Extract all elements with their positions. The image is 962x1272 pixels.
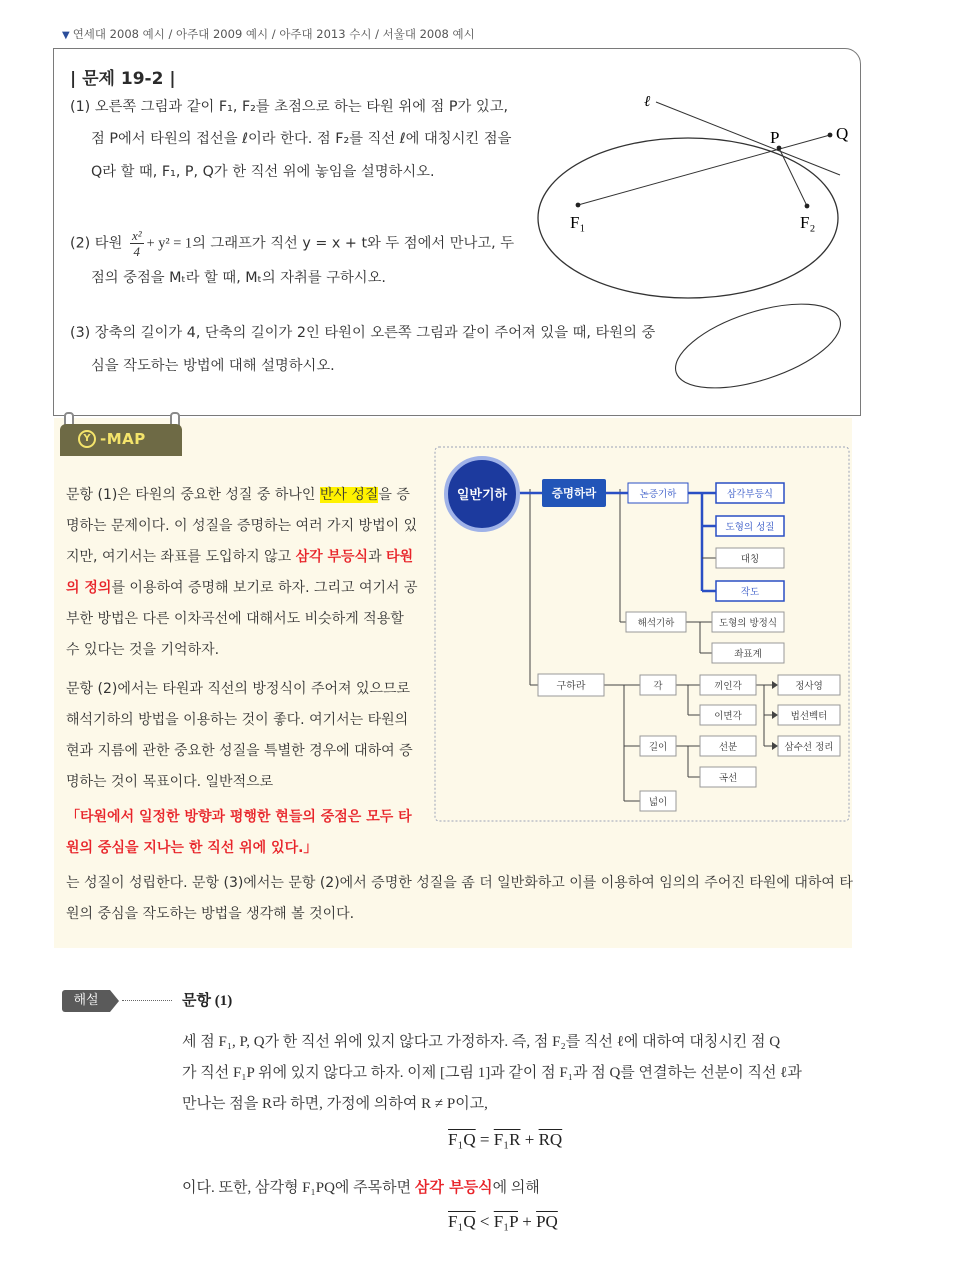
q2-prefix: (2) 타원 <box>70 235 123 252</box>
highlight-yellow-text: 반사 성질 <box>319 487 379 503</box>
line4-post: 에 의해 <box>492 1180 540 1196</box>
dotted-leader <box>122 1000 172 1001</box>
node-segment-label: 선분 <box>718 742 738 753</box>
ymap-paragraph-4: 는 성질이 성립한다. 문항 (3)에서는 문항 (2)에서 증명한 성질을 좀 더 일반화하고 이를 이용하여 임의의 주어진 타원에 대하여 타원의 중심을 작도하는 방법을 생각해 볼 것이다. <box>66 875 853 922</box>
ymap-key-statement: 「타원에서 일정한 방향과 평행한 현들의 중점은 모두 타원의 중심을 지나는 한 직선 위에 있다.」 <box>66 809 412 856</box>
problem-title: | 문제 19-2 | <box>70 69 176 89</box>
eq1-equals: = <box>475 1130 494 1149</box>
label-f1: F₁ <box>570 213 586 232</box>
eq1-term-a: F₁R <box>493 1130 521 1149</box>
root-node-label: 일반기하 <box>456 488 508 503</box>
eq1-lhs: F₁Q <box>448 1130 476 1149</box>
y-logo-icon: Y <box>78 430 96 448</box>
line4-pre: 이다. 또한, 삼각형 F₁PQ에 주목하면 <box>182 1180 415 1196</box>
solution-line2: 가 직선 F₁P 위에 있지 않다고 하자. 이제 [그림 1]과 같이 점 F₁과 점 Q를 연결하는 선분이 직선 ℓ과 <box>182 1065 802 1081</box>
line4-red: 삼각 부등식 <box>414 1178 493 1196</box>
label-ell: ℓ <box>644 94 651 110</box>
equation-2 <box>448 1212 558 1232</box>
source-text: 연세대 2008 예시 / 아주대 2009 예시 / 아주대 2013 수시 / 서울대 2008 예시 <box>72 27 475 41</box>
solution-heading: 문항 (1) <box>182 993 233 1009</box>
q3-line1: (3) 장축의 길이가 4, 단축의 길이가 2인 타원이 오른쪽 그림과 같이 주어져 있을 때, 타원의 중 <box>70 325 656 341</box>
label-p: P <box>770 128 780 147</box>
eq2-less-than: < <box>475 1212 494 1231</box>
eq1-term-b: $\overline{RQ}$ <box>538 1130 563 1149</box>
source-line <box>62 26 475 42</box>
tilted-ellipse <box>668 296 848 396</box>
q1-line3: Q라 할 때, F₁, P, Q가 한 직선 위에 놓임을 설명하시오. <box>91 164 435 180</box>
eq2-lhs: F₁Q <box>448 1212 476 1231</box>
solution-badge: 해설 <box>62 990 110 1012</box>
label-f2: F₂ <box>800 213 816 232</box>
node-included-angle-label: 끼인각 <box>714 681 742 692</box>
node-symmetry-label: 대칭 <box>740 554 760 565</box>
solution-line3: 만나는 점을 R라 하면, 가정에 의하여 R ≠ P이고, <box>182 1096 488 1112</box>
q3-line2: 심을 작도하는 방법에 대해 설명하시오. <box>91 358 335 374</box>
q2-line1-rest: 의 그래프가 직선 y = x + t와 두 점에서 만나고, 두 <box>192 235 515 252</box>
node-normal-vector-label: 법선벡터 <box>790 711 828 722</box>
ymap-text-run: 과 <box>368 549 387 565</box>
node-curve-label: 곡선 <box>718 773 738 784</box>
equation-1 <box>448 1130 562 1150</box>
node-length-label: 길이 <box>648 742 668 753</box>
node-construction-label: 작도 <box>740 587 760 598</box>
node-projection-label: 정사영 <box>795 681 823 692</box>
ymap-text-run: 을 증명하는 문제이다. 이 성질을 증명하는 여러 가지 방법이 있지만, 여기서는 좌표를 도입하지 않고 <box>66 487 418 565</box>
point-f1 <box>576 203 581 208</box>
ellipse-reflection-figure <box>530 88 860 308</box>
line-f1-q <box>578 135 830 205</box>
point-f2 <box>805 204 810 209</box>
node-coordinate-system-label: 좌표계 <box>734 649 762 660</box>
eq2-plus: + <box>517 1212 537 1231</box>
highlight-red-text: 타원의 정의 <box>66 549 414 596</box>
ymap-text-run: 를 이용하여 증명해 보기로 하자. 그리고 여기서 공부한 방법은 다른 이차곡선에 대해서도 비슷하게 적용할 수 있다는 것을 기억하자. <box>66 580 418 658</box>
node-triangle-inequality-label: 삼각부등식 <box>727 489 773 500</box>
eq1-plus: + <box>520 1130 539 1149</box>
label-q: Q <box>836 124 849 143</box>
node-dihedral-angle-label: 이면각 <box>714 711 742 722</box>
node-three-perpendiculars-label: 삼수선 정리 <box>784 742 834 753</box>
highlight-lines <box>512 493 716 591</box>
q1-line1: (1) 오른쪽 그림과 같이 F₁, F₂를 초점으로 하는 타원 위에 점 P가 있고, <box>70 99 509 115</box>
q2-fraction <box>130 228 144 259</box>
point-q <box>828 133 833 138</box>
solution-line1: 세 점 F₁, P, Q가 한 직선 위에 있지 않다고 가정하자. 즉, 점 F₂를 직선 ℓ에 대하여 대칭시킨 점 Q <box>182 1034 781 1050</box>
highlight-red-text: 삼각 부등식 <box>295 549 369 565</box>
node-shape-properties-label: 도형의 성질 <box>725 522 775 533</box>
q2-eq-rest: + y² = 1 <box>146 235 193 252</box>
arrowheads <box>772 681 778 750</box>
q2-line2: 점의 중점을 Mₜ라 할 때, Mₜ의 자취를 구하시오. <box>91 270 386 286</box>
node-find-label: 구하라 <box>556 681 586 692</box>
eq2-term-a: F₁P <box>493 1212 518 1231</box>
node-synthetic-label: 논증기하 <box>639 489 677 500</box>
ymap-tab <box>60 424 182 456</box>
ymap-paragraph-1 <box>66 480 421 666</box>
q2-frac-den: 4 <box>133 244 141 259</box>
q2-line1 <box>70 228 514 259</box>
node-area-label: 넓이 <box>648 797 668 808</box>
ymap-text-run: 문항 (1)은 타원의 중요한 성질 중 하나인 <box>66 487 320 503</box>
eq2-term-b: $\overline{PQ}$ <box>536 1212 558 1231</box>
ymap-tab-label: -MAP <box>100 430 146 448</box>
badge-arrow-icon <box>110 990 119 1012</box>
node-angle-label: 각 <box>653 681 663 692</box>
ymap-paragraph-2: 문항 (2)에서는 타원과 직선의 방정식이 주어져 있으므로 해석기하의 방법을 이용하는 것이 좋다. 여기서는 타원의 현과 지름에 관한 중요한 성질을 특별한 경우에 대하여 증명하는 것이 목표이다. 일반적으로 <box>66 681 413 790</box>
triangle-bullet-icon: ▼ <box>62 30 70 41</box>
q2-frac-num: x² <box>131 228 142 243</box>
concept-map <box>434 446 850 822</box>
tilted-ellipse-figure <box>668 296 848 396</box>
q1-line2: 점 P에서 타원의 접선을 ℓ이라 한다. 점 F₂를 직선 ℓ에 대칭시킨 점을 <box>91 131 512 147</box>
node-prove-label: 증명하라 <box>551 486 597 500</box>
node-equation-of-figure-label: 도형의 방정식 <box>718 618 778 629</box>
node-analytic-label: 해석기하 <box>637 618 675 629</box>
solution-line4 <box>182 1172 862 1204</box>
